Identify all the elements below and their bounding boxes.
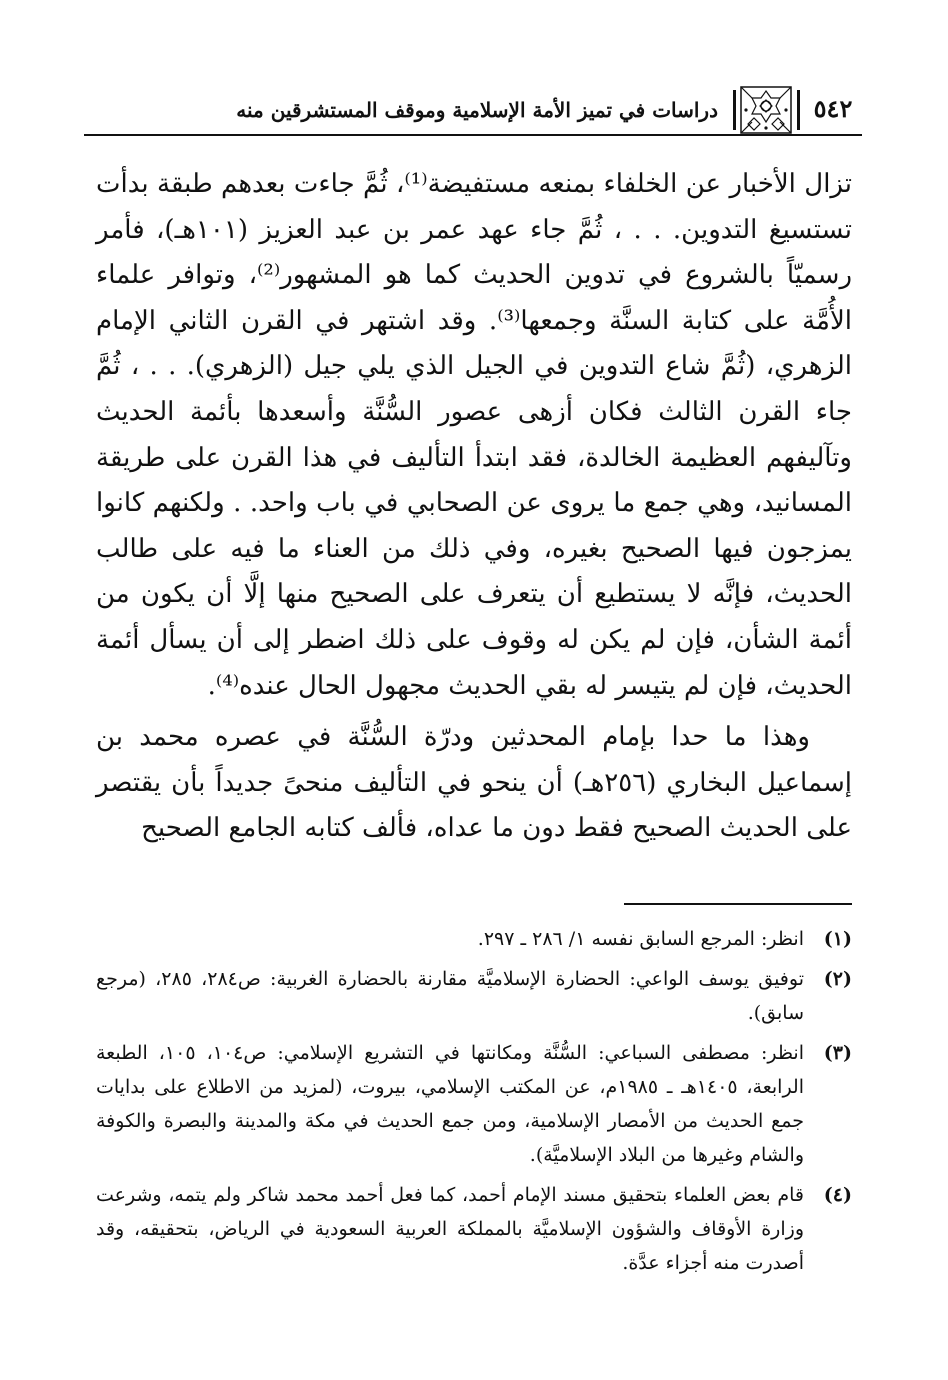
geometric-rosette-ornament-icon bbox=[740, 86, 792, 134]
footnotes bbox=[96, 922, 852, 1286]
running-header bbox=[84, 84, 862, 136]
footnote-number: (٢) bbox=[823, 968, 852, 990]
header-divider bbox=[797, 90, 800, 130]
footnote-number: (١) bbox=[823, 928, 852, 950]
main-text bbox=[96, 162, 852, 852]
footnote bbox=[96, 962, 852, 1030]
footnote bbox=[96, 1036, 852, 1172]
header-divider bbox=[733, 90, 736, 130]
footnote-number: (٣) bbox=[823, 1042, 852, 1064]
paragraph: تزال الأخبار عن الخلفاء بمنعه مستفيضة⁽¹⁾، ثُمَّ جاءت بعدهم طبقة بدأت تستسيغ التدوين. . . ، ثُمَّ جاء عهد عمر بن عبد العزيز (١٠١هـ)، فأمر رسميّاً بالشروع في تدوين الحديث كما هو المشهور⁽²⁾، وتوافر علماء الأُمَّة على كتابة السنَّة وجمعها⁽³⁾. وقد اشتهر في القرن الثاني الإمام الزهري، (ثُمَّ شاع التدوين في الجيل الذي يلي جيل (الزهري). . . ، ثُمَّ جاء القرن الثالث فكان أزهى عصور السُّنَّة وأسعدها بأئمة الحديث وتآليفهم العظيمة الخالدة، فقد ابتدأ التأليف في هذا القرن على طريقة المسانيد، وهي جمع ما يروى عن الصحابي في باب واحد. . ولكنهم كانوا يمزجون فيها الصحيح بغيره، وفي ذلك من العناء ما فيه على طالب الحديث، فإنَّه لا يستطيع أن يتعرف على الصحيح منها إلَّا أن يكون من أئمة الشأن، فإن لم يكن له وقوف على ذلك اضطر إلى أن يسأل أئمة الحديث، فإن لم يتيسر له بقي الحديث مجهول الحال عنده⁽⁴⁾. bbox=[96, 169, 853, 701]
page-number: ٥٤٢ bbox=[813, 94, 853, 123]
running-title: دراسات في تميز الأمة الإسلامية وموقف المستشرقين منه bbox=[236, 98, 718, 122]
header-rule bbox=[84, 134, 862, 136]
footnote-text: انظر: مصطفى السباعي: السُّنَّة ومكانتها في التشريع الإسلامي: ص١٠٤، ١٠٥، الطبعة الرابعة، ١٤٠٥هـ ـ ١٩٨٥م، عن المكتب الإسلامي، بيروت، (لمزيد من الاطلاع على بدايات جمع الحديث من الأمصار الإسلامية، ومن جمع الحديث في مكة والمدينة والبصرة والكوفة والشام وغيرها من البلاد الإسلاميَّة). bbox=[96, 1042, 805, 1166]
footnote-text: توفيق يوسف الواعي: الحضارة الإسلاميَّة مقارنة بالحضارة الغربية: ص٢٨٤، ٢٨٥، (مرجع سابق). bbox=[96, 968, 804, 1024]
footnote-separator bbox=[624, 903, 852, 905]
footnote bbox=[96, 922, 852, 956]
footnote bbox=[96, 1178, 852, 1280]
footnote-text: قام بعض العلماء بتحقيق مسند الإمام أحمد، كما فعل أحمد محمد شاكر ولم يتمه، وشرعت وزارة الأوقاف والشؤون الإسلاميَّة بالمملكة العربية السعودية في الرياض، بتحقيقه، وقد أصدرت منه أجزاء عدَّة. bbox=[96, 1184, 804, 1274]
footnote-text: انظر: المرجع السابق نفسه ١/ ٢٨٦ ـ ٢٩٧. bbox=[477, 928, 804, 950]
paragraph: وهذا ما حدا بإمام المحدثين ودرّة السُّنَّة في عصره محمد بن إسماعيل البخاري (٢٥٦هـ) أن ينحو في التأليف منحىً جديداً بأن يقتصر على الحديث الصحيح فقط دون ما عداه، فألف كتابه الجامع الصحيح bbox=[96, 722, 852, 844]
footnote-number: (٤) bbox=[823, 1184, 852, 1206]
